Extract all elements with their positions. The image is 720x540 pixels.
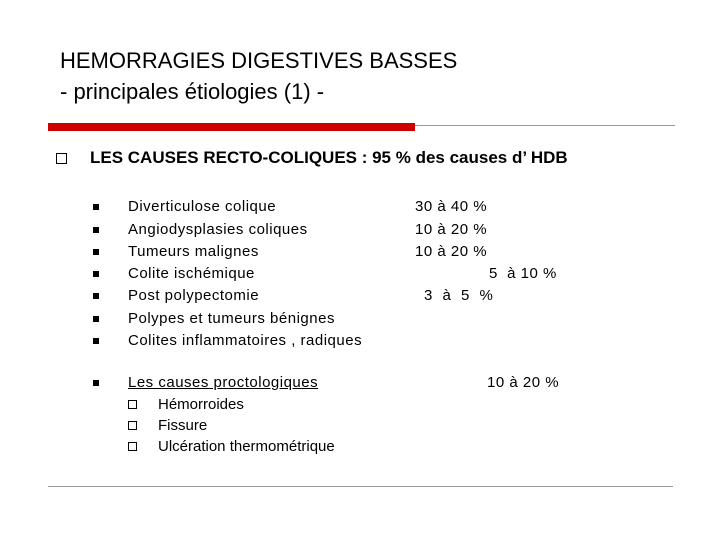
proctologic-value: 10 à 20 % xyxy=(487,374,560,391)
proctologic-label: Les causes proctologiques xyxy=(128,374,319,391)
accent-rule xyxy=(48,123,415,131)
proctologic-item: Ulcération thermométrique xyxy=(158,438,335,455)
bullet-icon xyxy=(93,316,99,322)
bullet-icon xyxy=(93,227,99,233)
square-bullet-icon xyxy=(128,421,137,430)
cause-label: Diverticulose colique xyxy=(128,198,277,215)
divider-rule xyxy=(415,125,675,126)
square-bullet-icon xyxy=(128,442,137,451)
proctologic-item: Hémorroides xyxy=(158,396,244,413)
bullet-icon xyxy=(93,380,99,386)
cause-label: Tumeurs malignes xyxy=(128,243,259,260)
cause-value: 10 à 20 % xyxy=(415,221,488,238)
square-bullet-icon xyxy=(56,153,67,164)
bottom-rule xyxy=(48,486,673,487)
slide-title-line-1: HEMORRAGIES DIGESTIVES BASSES xyxy=(60,48,458,73)
cause-value: 30 à 40 % xyxy=(415,198,488,215)
bullet-icon xyxy=(93,271,99,277)
cause-value: 10 à 20 % xyxy=(415,243,488,260)
bullet-icon xyxy=(93,338,99,344)
square-bullet-icon xyxy=(128,400,137,409)
slide-title-line-2: - principales étiologies (1) - xyxy=(60,79,325,104)
cause-label: Polypes et tumeurs bénignes xyxy=(128,310,335,327)
cause-value: 3 à 5 % xyxy=(424,287,496,304)
bullet-icon xyxy=(93,293,99,299)
proctologic-item: Fissure xyxy=(158,417,208,434)
cause-label: Post polypectomie xyxy=(128,287,260,304)
cause-label: Colite ischémique xyxy=(128,265,255,282)
cause-label: Colites inflammatoires , radiques xyxy=(128,332,363,349)
bullet-icon xyxy=(93,204,99,210)
section-heading: LES CAUSES RECTO-COLIQUES : 95 % des causes d’ HDB xyxy=(90,148,568,167)
cause-value: 5 à 10 % xyxy=(489,265,557,282)
bullet-icon xyxy=(93,249,99,255)
cause-label: Angiodysplasies coliques xyxy=(128,221,308,238)
